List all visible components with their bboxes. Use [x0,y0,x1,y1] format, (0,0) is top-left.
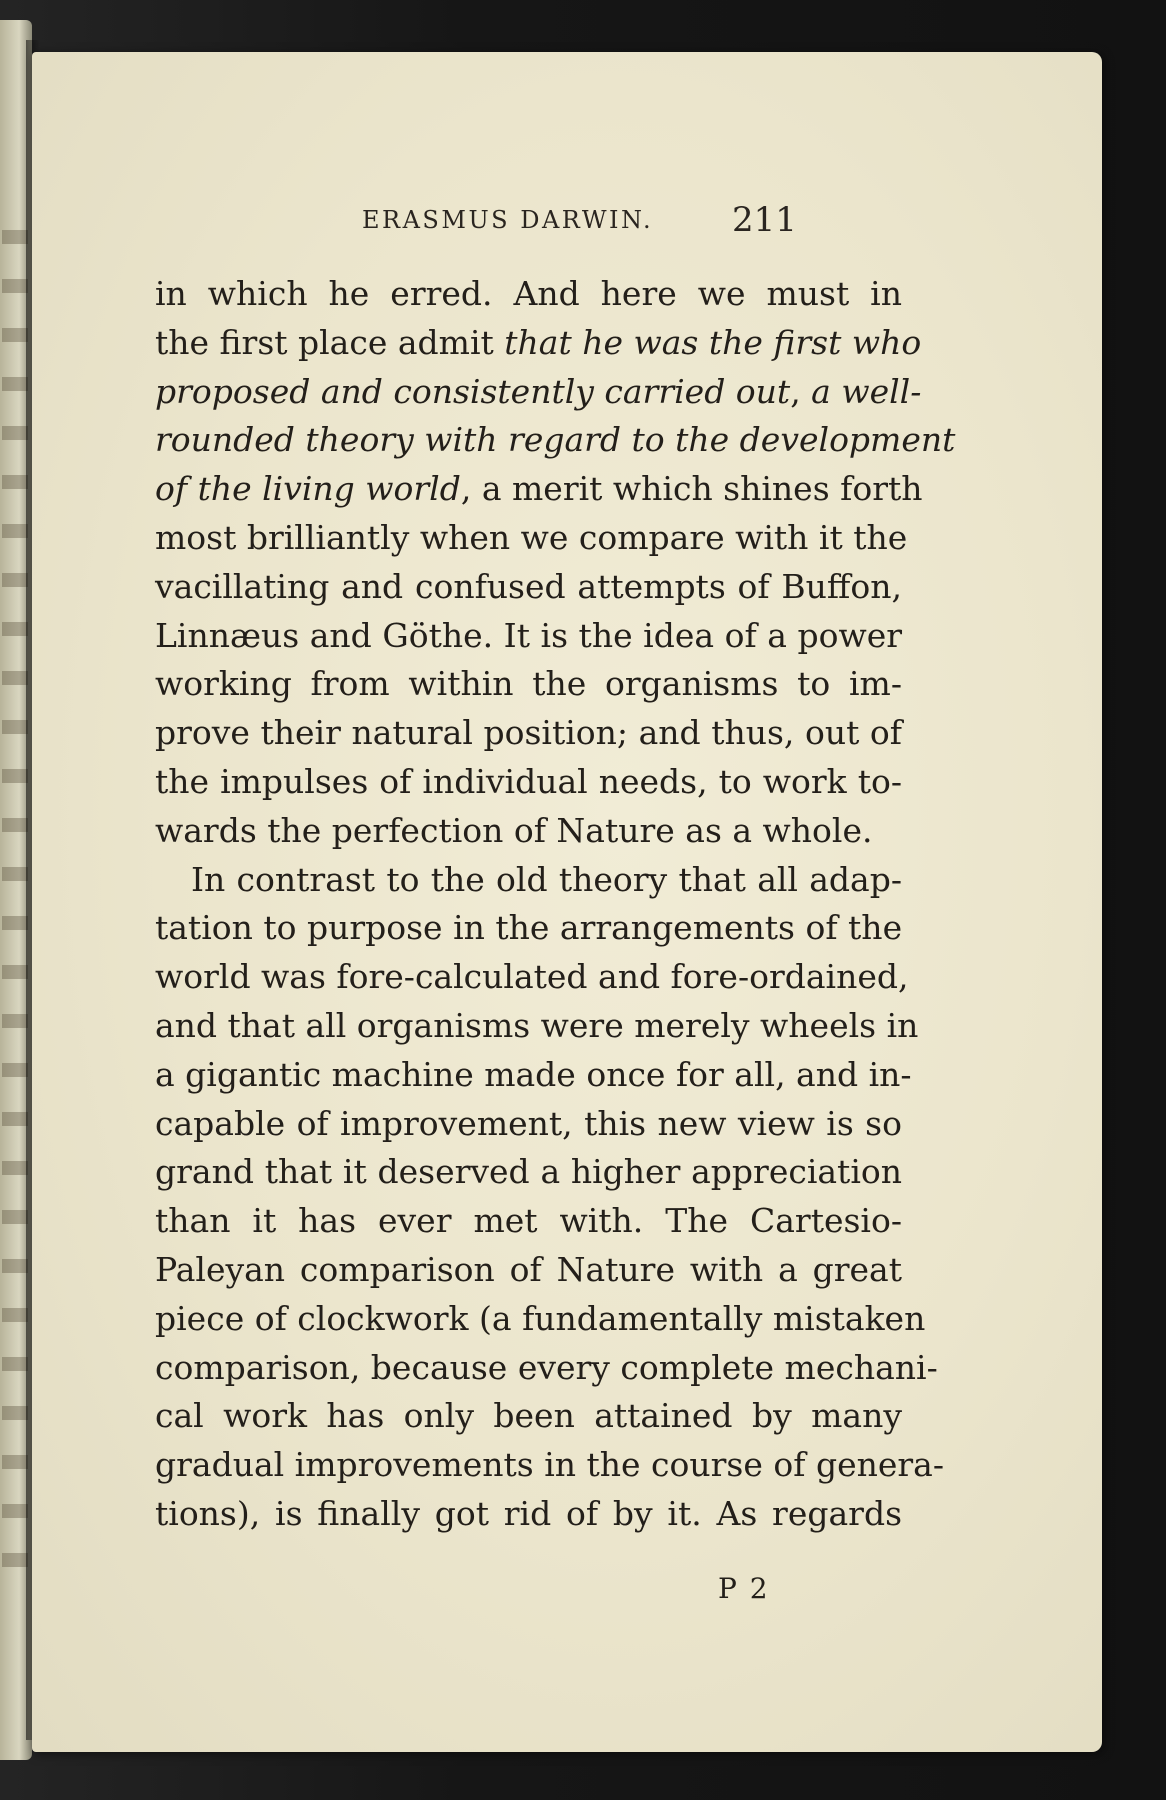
running-head-title: ERASMUS DARWIN. [362,206,654,234]
italic-text-run: a well- [811,371,922,411]
text-line: Linnæus and Göthe. It is the idea of a power [155,615,902,655]
text-line: Paleyan comparison of Nature with a great [155,1249,902,1289]
facing-page-show-through [2,230,28,1580]
running-head [32,200,1102,250]
text-line: piece of clockwork (a fundamentally mistaken [155,1298,926,1338]
text-line: comparison, because every complete mechani- [155,1347,938,1387]
text-line: tation to purpose in the arrangements of the [155,908,903,948]
italic-text-run: that he was the first who [504,322,922,362]
text-line: world was fore-calculated and fore-ordained, [155,957,909,997]
text-line: wards the perfection of Nature as a whole. [155,810,873,850]
text-line: the impulses of individual needs, to work to- [155,761,902,801]
text-run: , [790,371,812,411]
italic-text-run: of the living world [155,469,461,509]
text-line: most brilliantly when we compare with it the [155,517,908,557]
book-page [32,52,1102,1752]
text-line: tions), is finally got rid of by it. As regards [155,1493,902,1533]
signature-mark: P 2 [718,1572,770,1605]
page-number: 211 [732,200,797,240]
text-line: a gigantic machine made once for all, and in- [155,1054,912,1094]
text-line: vacillating and confused attempts of Buffon, [155,566,902,606]
text-line: prove their natural position; and thus, out of [155,713,902,753]
text-line: grand that it deserved a higher appreciation [155,1152,902,1192]
text-line: rounded theory with regard to the development [155,420,956,460]
text-run: the first place admit [155,322,505,362]
body-text [155,270,956,1539]
text-line: working from within the organisms to im- [155,664,902,704]
text-run: , a merit which shines forth [460,469,923,509]
text-line: and that all organisms were merely wheels in [155,1005,919,1045]
text-line: In contrast to the old theory that all adap- [191,859,902,899]
text-line [155,368,922,417]
text-line: cal work has only been attained by many [155,1396,902,1436]
text-line: than it has ever met with. The Cartesio- [155,1201,902,1241]
italic-text-run: proposed and consistently carried out [155,371,791,411]
text-line: capable of improvement, this new view is so [155,1103,902,1143]
text-line: gradual improvements in the course of genera- [155,1445,944,1485]
text-line [155,319,922,368]
text-line [155,465,923,514]
text-line: in which he erred. And here we must in [155,274,902,313]
